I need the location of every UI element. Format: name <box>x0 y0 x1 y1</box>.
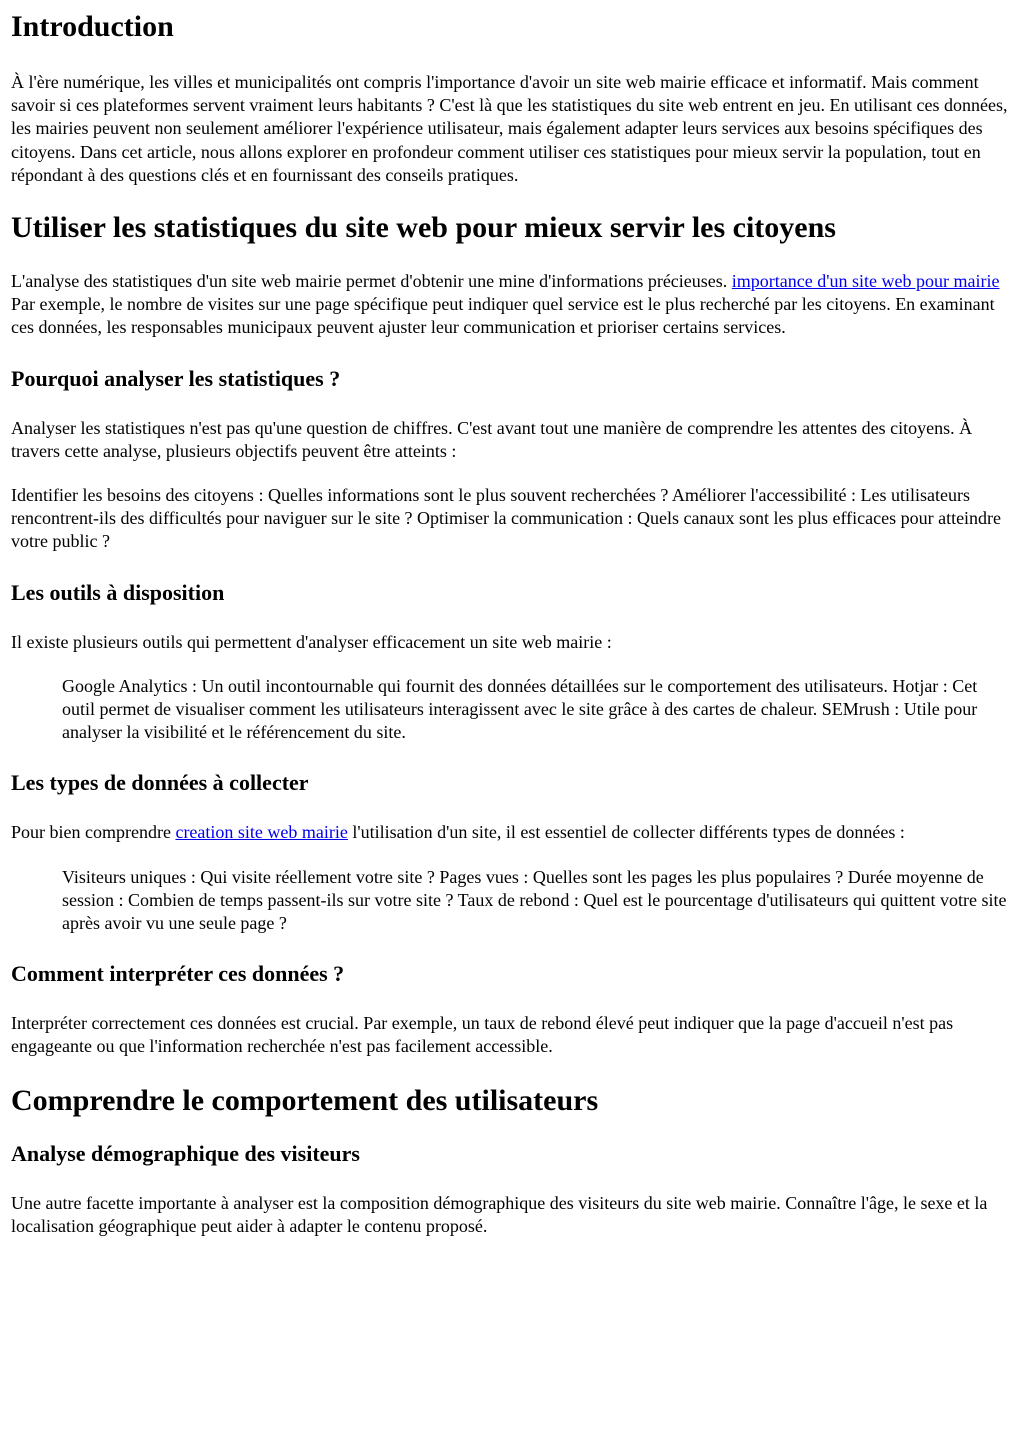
demographie-paragraph: Une autre facette importante à analyser est la composition démographique des visiteurs du site web mairie. Connaître l'âge, le sexe et la localisation géographique peut aider à adapter le contenu proposé. <box>11 1192 988 1236</box>
heading-utiliser-statistiques: Utiliser les statistiques du site web pour mieux servir les citoyens <box>11 211 836 245</box>
types-quote: Visiteurs uniques : Qui visite réellement votre site ? Pages vues : Quelles sont les pages les plus populaires ? Durée moyenne de session : Combien de temps passent-ils sur votre site ? Taux de rebond : Quel est le pourcentage d'utilisateurs qui quittent votre site après avoir vu une seule page ? <box>62 866 1007 934</box>
heading-pourquoi-analyser: Pourquoi analyser les statistiques ? <box>11 365 341 391</box>
article <box>0 10 1024 1238</box>
types-text-before-link: Pour bien comprendre <box>11 822 176 843</box>
outils-quote: Google Analytics : Un outil incontournable qui fournit des données détaillées sur le comportement des utilisateurs. Hotjar : Cet outil permet de visualiser comment les utilisateurs interagissent avec le site grâce à des cartes de chaleur. SEMrush : Utile pour analyser la visibilité et le référencement du site. <box>62 675 978 743</box>
outils-paragraph: Il existe plusieurs outils qui permettent d'analyser efficacement un site web mairie : <box>11 631 612 652</box>
analyse-text-after-link: Par exemple, le nombre de visites sur une page spécifique peut indiquer quel service est le plus recherché par les citoyens. En examinant ces données, les responsables municipaux peuvent ajuster leur communication et prioriser certains services. <box>11 294 995 338</box>
heading-comment-interpreter: Comment interpréter ces données ? <box>11 961 345 987</box>
analyse-paragraph <box>11 270 1014 340</box>
analyse-text-before-link: L'analyse des statistiques d'un site web mairie permet d'obtenir une mine d'informations précieuses. <box>11 271 732 292</box>
link-creation-site-web[interactable]: creation site web mairie <box>175 822 348 843</box>
link-importance-site-web[interactable]: importance d'un site web pour mairie <box>731 271 1000 292</box>
pourquoi-paragraph-2: Identifier les besoins des citoyens : Quelles informations sont le plus souvent recherchées ? Améliorer l'accessibilité : Les utilisateurs rencontrent-ils des difficultés pour naviguer sur le site ? Optimiser la communication : Quels canaux sont les plus efficaces pour atteindre votre public ? <box>11 485 1002 552</box>
heading-introduction: Introduction <box>11 10 174 43</box>
types-text-after-link: l'utilisation d'un site, il est essentiel de collecter différents types de données : <box>347 822 905 843</box>
heading-types-donnees: Les types de données à collecter <box>11 770 309 796</box>
types-paragraph <box>11 821 1014 844</box>
intro-paragraph: À l'ère numérique, les villes et municipalités ont compris l'importance d'avoir un site web mairie efficace et informatif. Mais comment savoir si ces plateformes servent vraiment leurs habitants ? C'est là que les statistiques du site web entrent en jeu. En utilisant ces données, les mairies peuvent non seulement améliorer l'expérience utilisateur, mais également adapter leurs services aux besoins spécifiques des citoyens. Dans cet article, nous allons explorer en profondeur comment utiliser ces statistiques pour mieux servir la population, tout en répondant à des questions clés et en fournissant des conseils pratiques. <box>11 72 1008 185</box>
heading-comprendre-comportement: Comprendre le comportement des utilisateurs <box>11 1083 599 1117</box>
pourquoi-paragraph-1: Analyser les statistiques n'est pas qu'une question de chiffres. C'est avant tout une manière de comprendre les attentes des citoyens. À travers cette analyse, plusieurs objectifs peuvent être atteints : <box>11 417 973 461</box>
comment-paragraph: Interpréter correctement ces données est crucial. Par exemple, un taux de rebond élevé peut indiquer que la page d'accueil n'est pas engageante ou que l'information recherchée n'est pas facilement accessible. <box>11 1013 954 1057</box>
heading-analyse-demographique: Analyse démographique des visiteurs <box>11 1140 360 1166</box>
heading-outils: Les outils à disposition <box>11 579 225 605</box>
